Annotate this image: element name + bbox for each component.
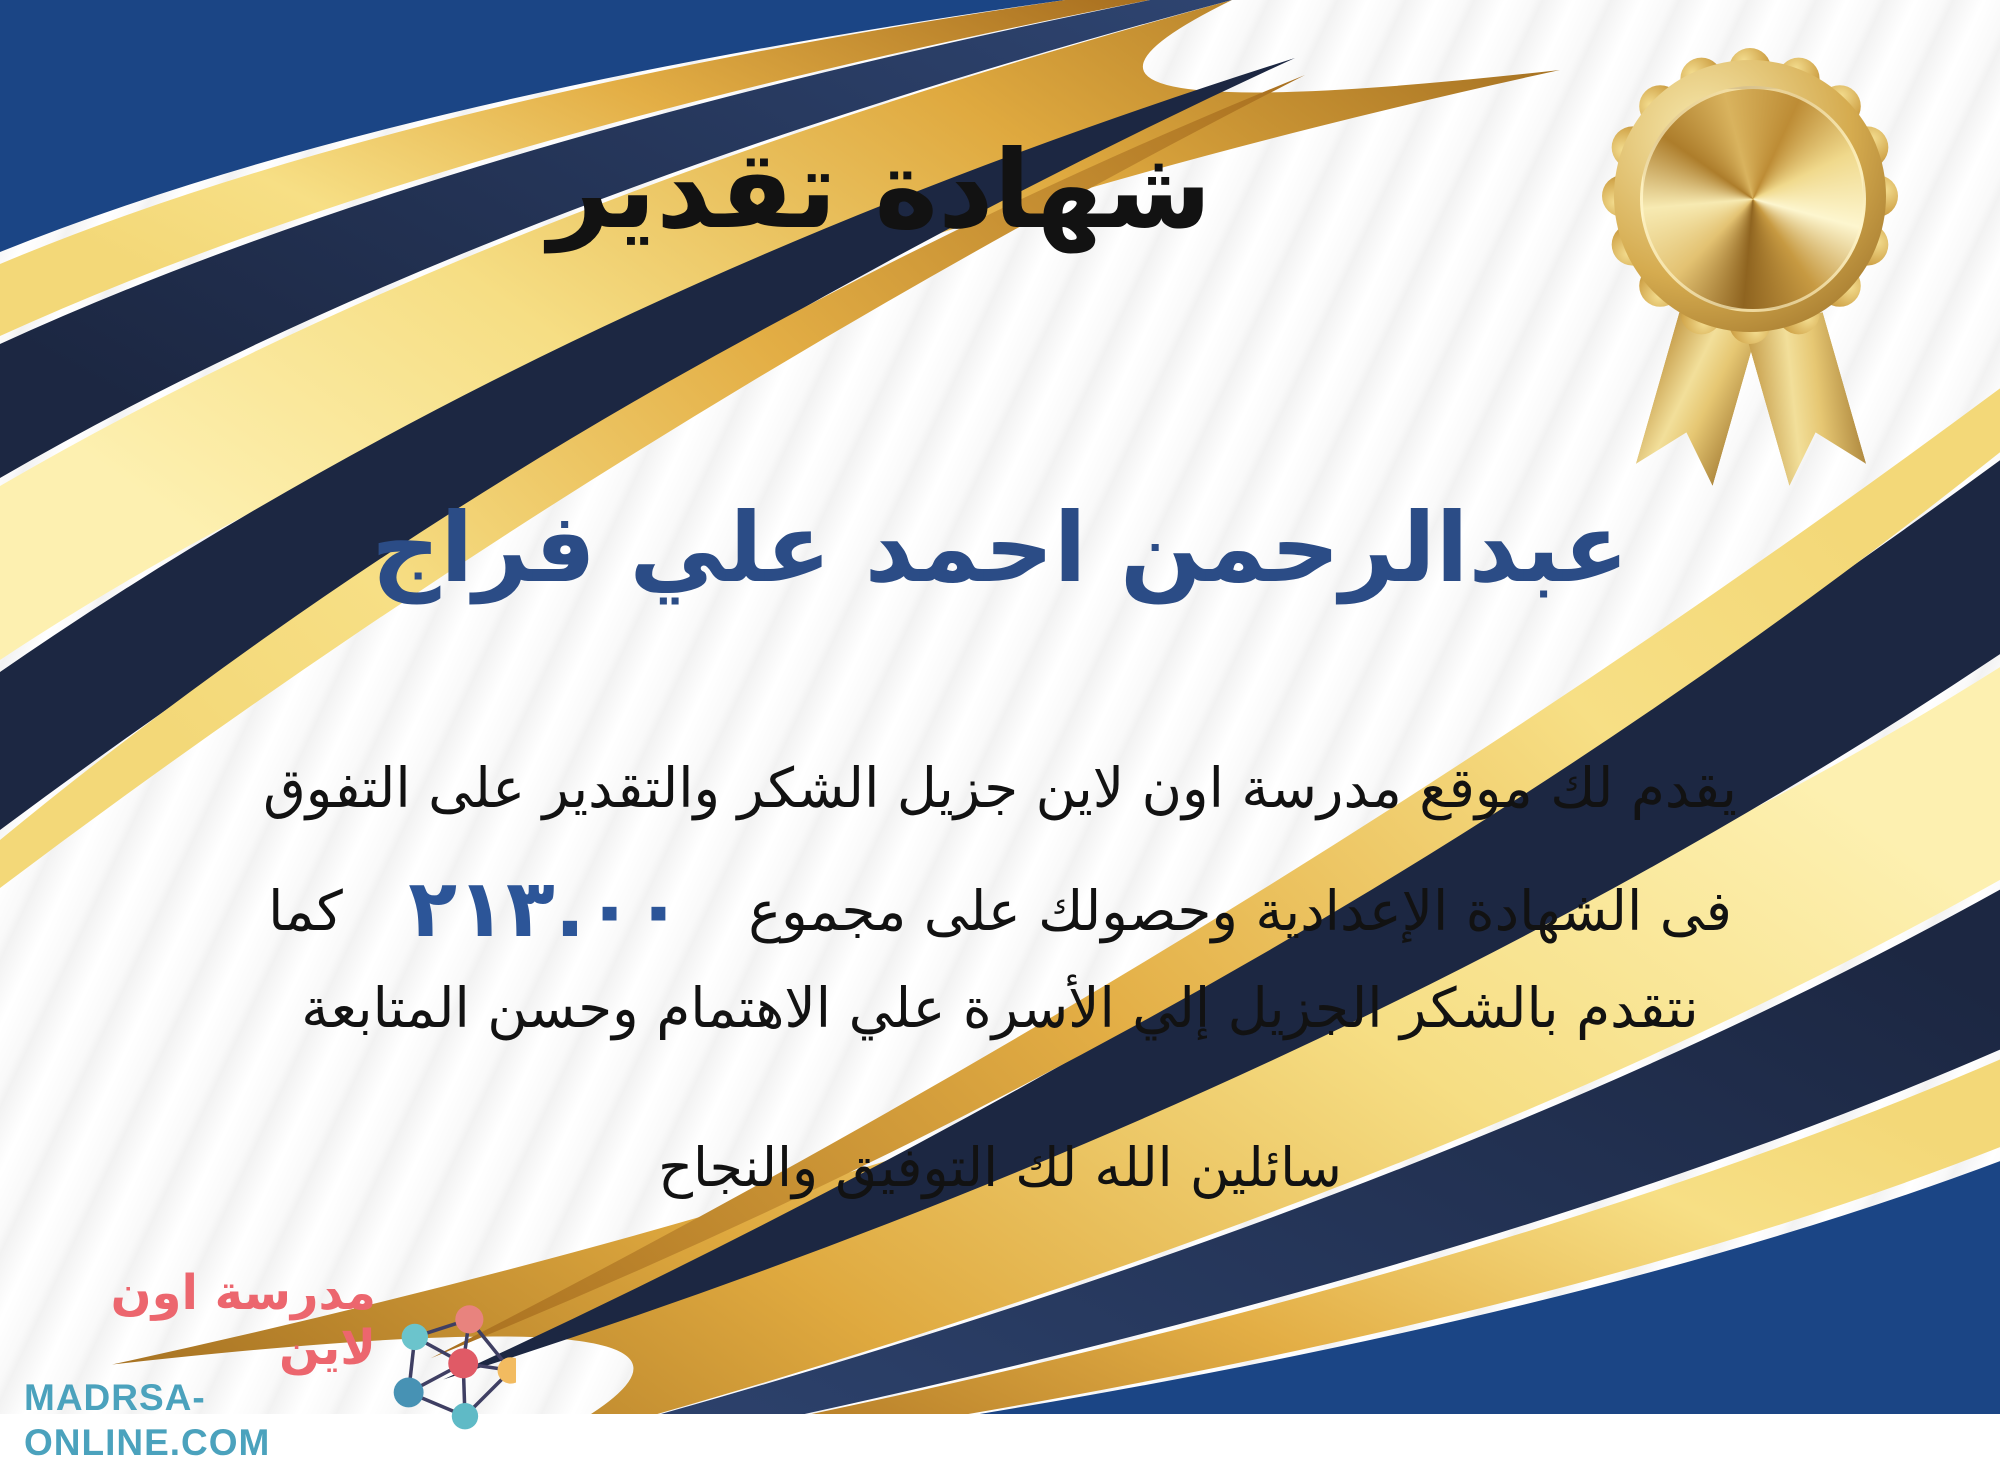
- body-line-2-suffix: كما: [268, 879, 343, 943]
- certificate-title: شهادة تقدير: [548, 128, 1212, 253]
- body-line-3: نتقدم بالشكر الجزيل إلي الأسرة علي الاهتمام وحسن المتابعة: [301, 976, 1699, 1040]
- body-line-1: يقدم لك موقع مدرسة اون لاين جزيل الشكر والتقدير على التفوق: [263, 756, 1737, 820]
- closing-line: سائلين الله لك التوفيق والنجاح: [658, 1136, 1342, 1199]
- logo-arabic-text: مدرسة اون لاين: [110, 1265, 376, 1377]
- body-line-2-prefix: فى الشهادة الإعدادية وحصولك على مجموع: [748, 879, 1732, 943]
- gold-medal-icon: [1600, 38, 1900, 468]
- score-value: ٢١٣.٠٠: [408, 862, 683, 955]
- body-line-2: [0, 862, 2000, 955]
- logo-domain-text: MADRSA-ONLINE.COM: [24, 1377, 271, 1463]
- medal-disc-shine: [1640, 86, 1866, 312]
- site-logo: [24, 1266, 516, 1465]
- student-name: عبدالرحمن احمد علي فراج: [371, 492, 1629, 604]
